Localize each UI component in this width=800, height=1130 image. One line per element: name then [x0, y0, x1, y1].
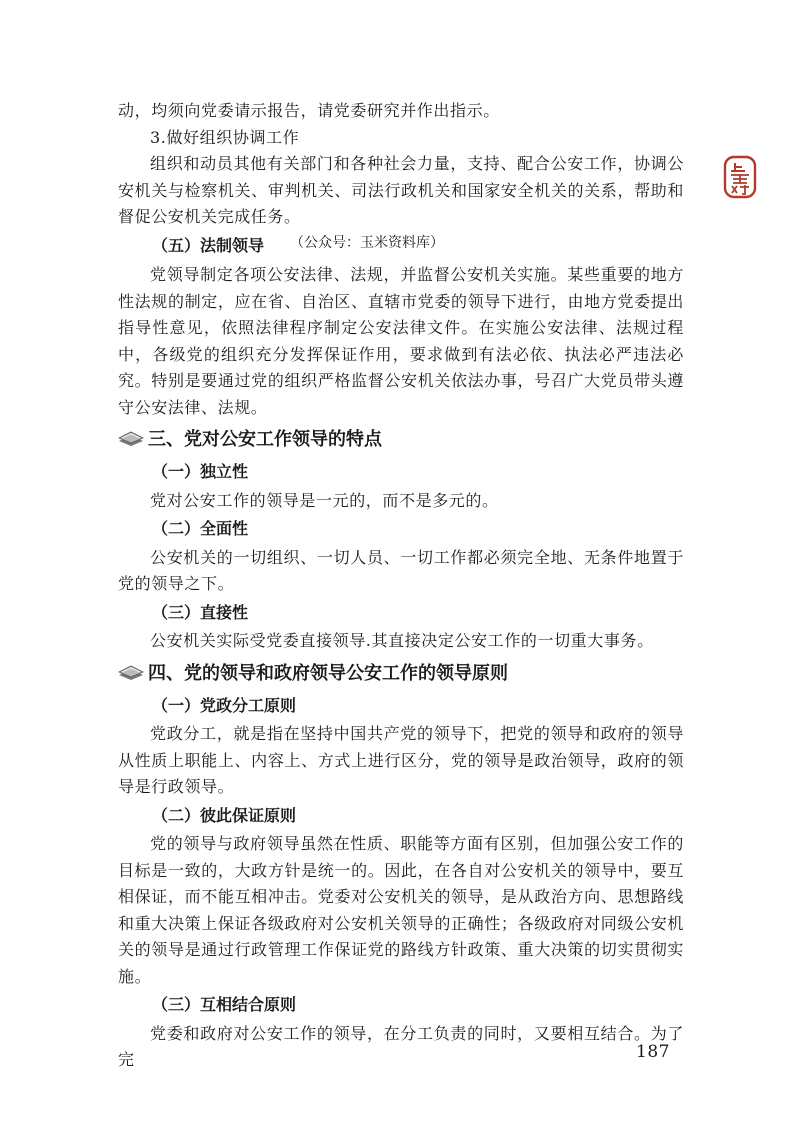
subsection-heading: （一）独立性 [152, 462, 249, 481]
paragraph: 组织和动员其他有关部门和各种社会力量，支持、配合公安工作，协调公安机关与检察机关、审判机关、司法行政机关和国家安全机关的关系，帮助和督促公安机关完成任务。 [118, 154, 684, 226]
subsection-heading: （一）党政分工原则 [152, 695, 297, 715]
paragraph: 党政分工，就是指在坚持中国共产党的领导下，把党的领导和政府的领导从性质上职能上、内容上、方式上进行区分，党的领导是政治领导，政府的领导是行政领导。 [118, 724, 684, 796]
seal-stamp-icon [723, 155, 757, 199]
subsection-heading-text: （五）法制领导 [152, 235, 265, 255]
subsection-heading [118, 233, 684, 261]
subsection-heading: （三）直接性 [152, 602, 249, 622]
section-heading [96, 659, 662, 689]
page-number: 187 [636, 1042, 670, 1062]
item-heading: 3.做好组织协调工作 [150, 127, 300, 147]
section-title: 三、党对公安工作领导的特点 [148, 429, 382, 450]
book-stack-icon [116, 663, 146, 681]
paragraph: 党领导制定各项公安法律、法规，并监督公安机关实施。某些重要的地方性法规的制定，应在省、自治区、直辖市党委的领导下进行，由地方党委提出指导性意见，依照法律程序制定公安法律文件。在实施公安法律、法规过程中，各级党的组织充分发挥保证作用，要求做到有法必依、执法必严违法必究。特别是要通过党的组织严格监督公安机关依法办事，号召广大党员带头遵守公安法律、法规。 [118, 265, 684, 417]
paragraph: 公安机关实际受党委直接领导.其直接决定公安工作的一切重大事务。 [150, 631, 654, 650]
main-content [118, 98, 684, 1074]
book-stack-icon [116, 429, 146, 447]
paragraph: 党对公安工作的领导是一元的，而不是多元的。 [150, 490, 499, 510]
section-title: 四、党的领导和政府领导公安工作的领导原则 [148, 662, 508, 684]
subsection-heading: （二）彼此保证原则 [152, 805, 297, 825]
source-note: （公众号：玉米资料库） [290, 234, 445, 251]
paragraph: 公安机关的一切组织、一切人员、一切工作都必须完全地、无条件地置于党的领导之下。 [118, 547, 684, 593]
section-heading [96, 425, 662, 455]
paragraph: 党委和政府对公安工作的领导，在分工负责的同时，又要相互结合。为了完 [118, 1023, 684, 1069]
subsection-heading: （三）互相结合原则 [152, 995, 297, 1014]
subsection-heading: （二）全面性 [152, 519, 249, 538]
paragraph: 党的领导与政府领导虽然在性质、职能等方面有区别，但加强公安工作的目标是一致的，大政方针是统一的。因此，在各自对公安机关的领导中，要互相保证，而不能互相冲击。党委对公安机关的领导，是从政治方向、思想路线和重大决策上保证各级政府对公安机关领导的正确性；各级政府对同级公安机关的领导是通过行政管理工作保证党的路线方针政策、重大决策的切实贯彻实施。 [118, 834, 684, 986]
paragraph-continued: 动，均须向党委请示报告，请党委研究并作出指示。 [118, 101, 500, 120]
